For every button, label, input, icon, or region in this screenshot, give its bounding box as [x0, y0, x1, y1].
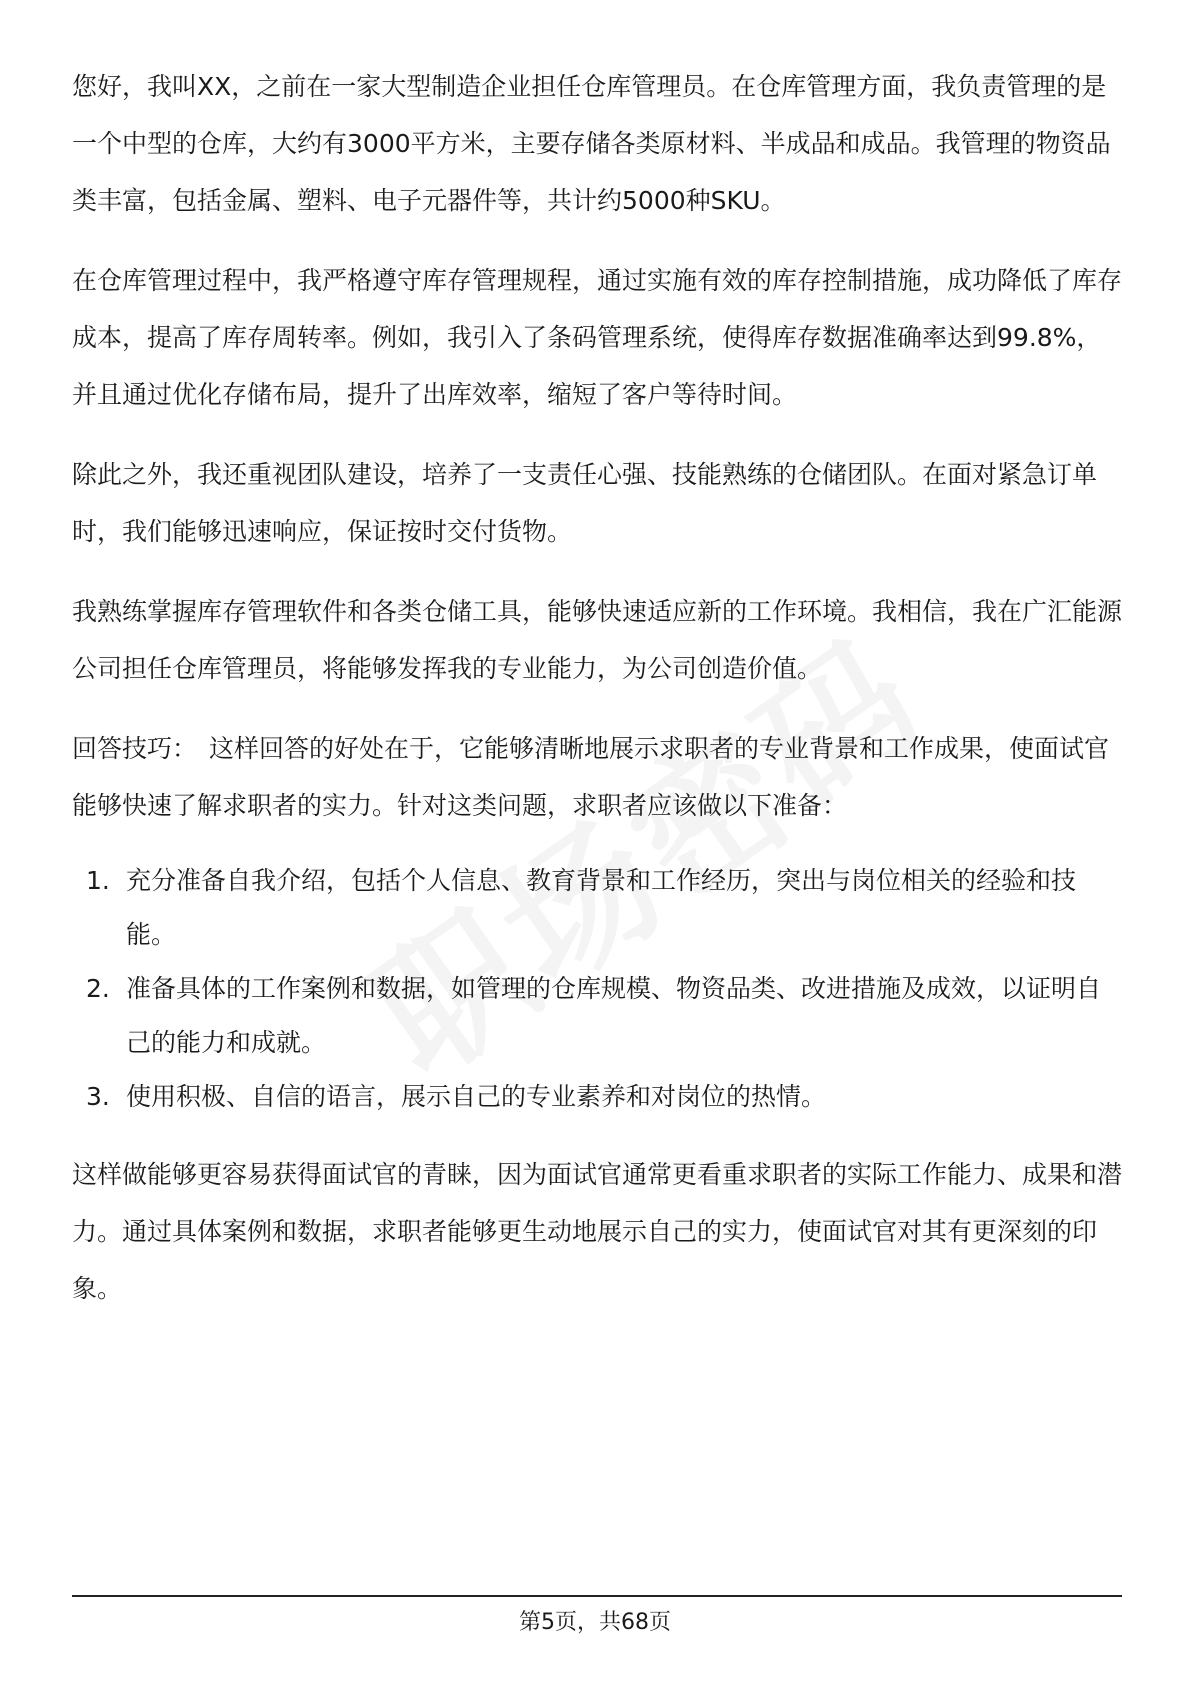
list-item-text: 使用积极、自信的语言，展示自己的专业素养和对岗位的热情。: [126, 1082, 827, 1111]
page-number: 第5页，共68页: [519, 1610, 671, 1635]
list-item: [72, 1070, 1122, 1124]
tips-text: 这样回答的好处在于，它能够清晰地展示求职者的专业背景和工作成果，使面试官能够快速了解求职者的实力。针对这类问题，求职者应该做以下准备：: [72, 734, 1110, 820]
management-paragraph: 在仓库管理过程中，我严格遵守库存管理规程，通过实施有效的库存控制措施，成功降低了库存成本，提高了库存周转率。例如，我引入了条码管理系统，使得库存数据准确率达到99.8%，并且通过优化存储布局，提升了出库效率，缩短了客户等待时间。: [72, 266, 1123, 409]
closing-paragraph: 这样做能够更容易获得面试官的青睐，因为面试官通常更看重求职者的实际工作能力、成果和潜力。通过具体案例和数据，求职者能够更生动地展示自己的实力，使面试官对其有更深刻的印象。: [72, 1160, 1123, 1303]
intro-paragraph: 您好，我叫XX，之前在一家大型制造企业担任仓库管理员。在仓库管理方面，我负责管理的是一个中型的仓库，大约有3000平方米，主要存储各类原材料、半成品和成品。我管理的物资品类丰富，包括金属、塑料、电子元器件等，共计约5000种SKU。: [72, 72, 1111, 215]
list-item-text: 充分准备自我介绍，包括个人信息、教育背景和工作经历，突出与岗位相关的经验和技能。: [126, 866, 1077, 949]
list-item-number: 3.: [86, 1082, 110, 1111]
tips-label: 回答技巧：: [72, 734, 198, 763]
list-item-text: 准备具体的工作案例和数据，如管理的仓库规模、物资品类、改进措施及成效，以证明自己的能力和成就。: [126, 974, 1102, 1057]
tips-paragraph: [72, 720, 1122, 834]
preparation-list: [72, 854, 1122, 1124]
skills-paragraph: 我熟练掌握库存管理软件和各类仓储工具，能够快速适应新的工作环境。我相信，我在广汇能源公司担任仓库管理员，将能够发挥我的专业能力，为公司创造价值。: [72, 597, 1123, 683]
document-body: [72, 58, 1122, 1340]
list-item: [72, 854, 1122, 962]
list-item: [72, 962, 1122, 1070]
list-item-number: 2.: [86, 974, 110, 1003]
list-item-number: 1.: [86, 866, 110, 895]
team-paragraph: 除此之外，我还重视团队建设，培养了一支责任心强、技能熟练的仓储团队。在面对紧急订单时，我们能够迅速响应，保证按时交付货物。: [72, 460, 1098, 546]
footer-divider: [72, 1595, 1122, 1597]
